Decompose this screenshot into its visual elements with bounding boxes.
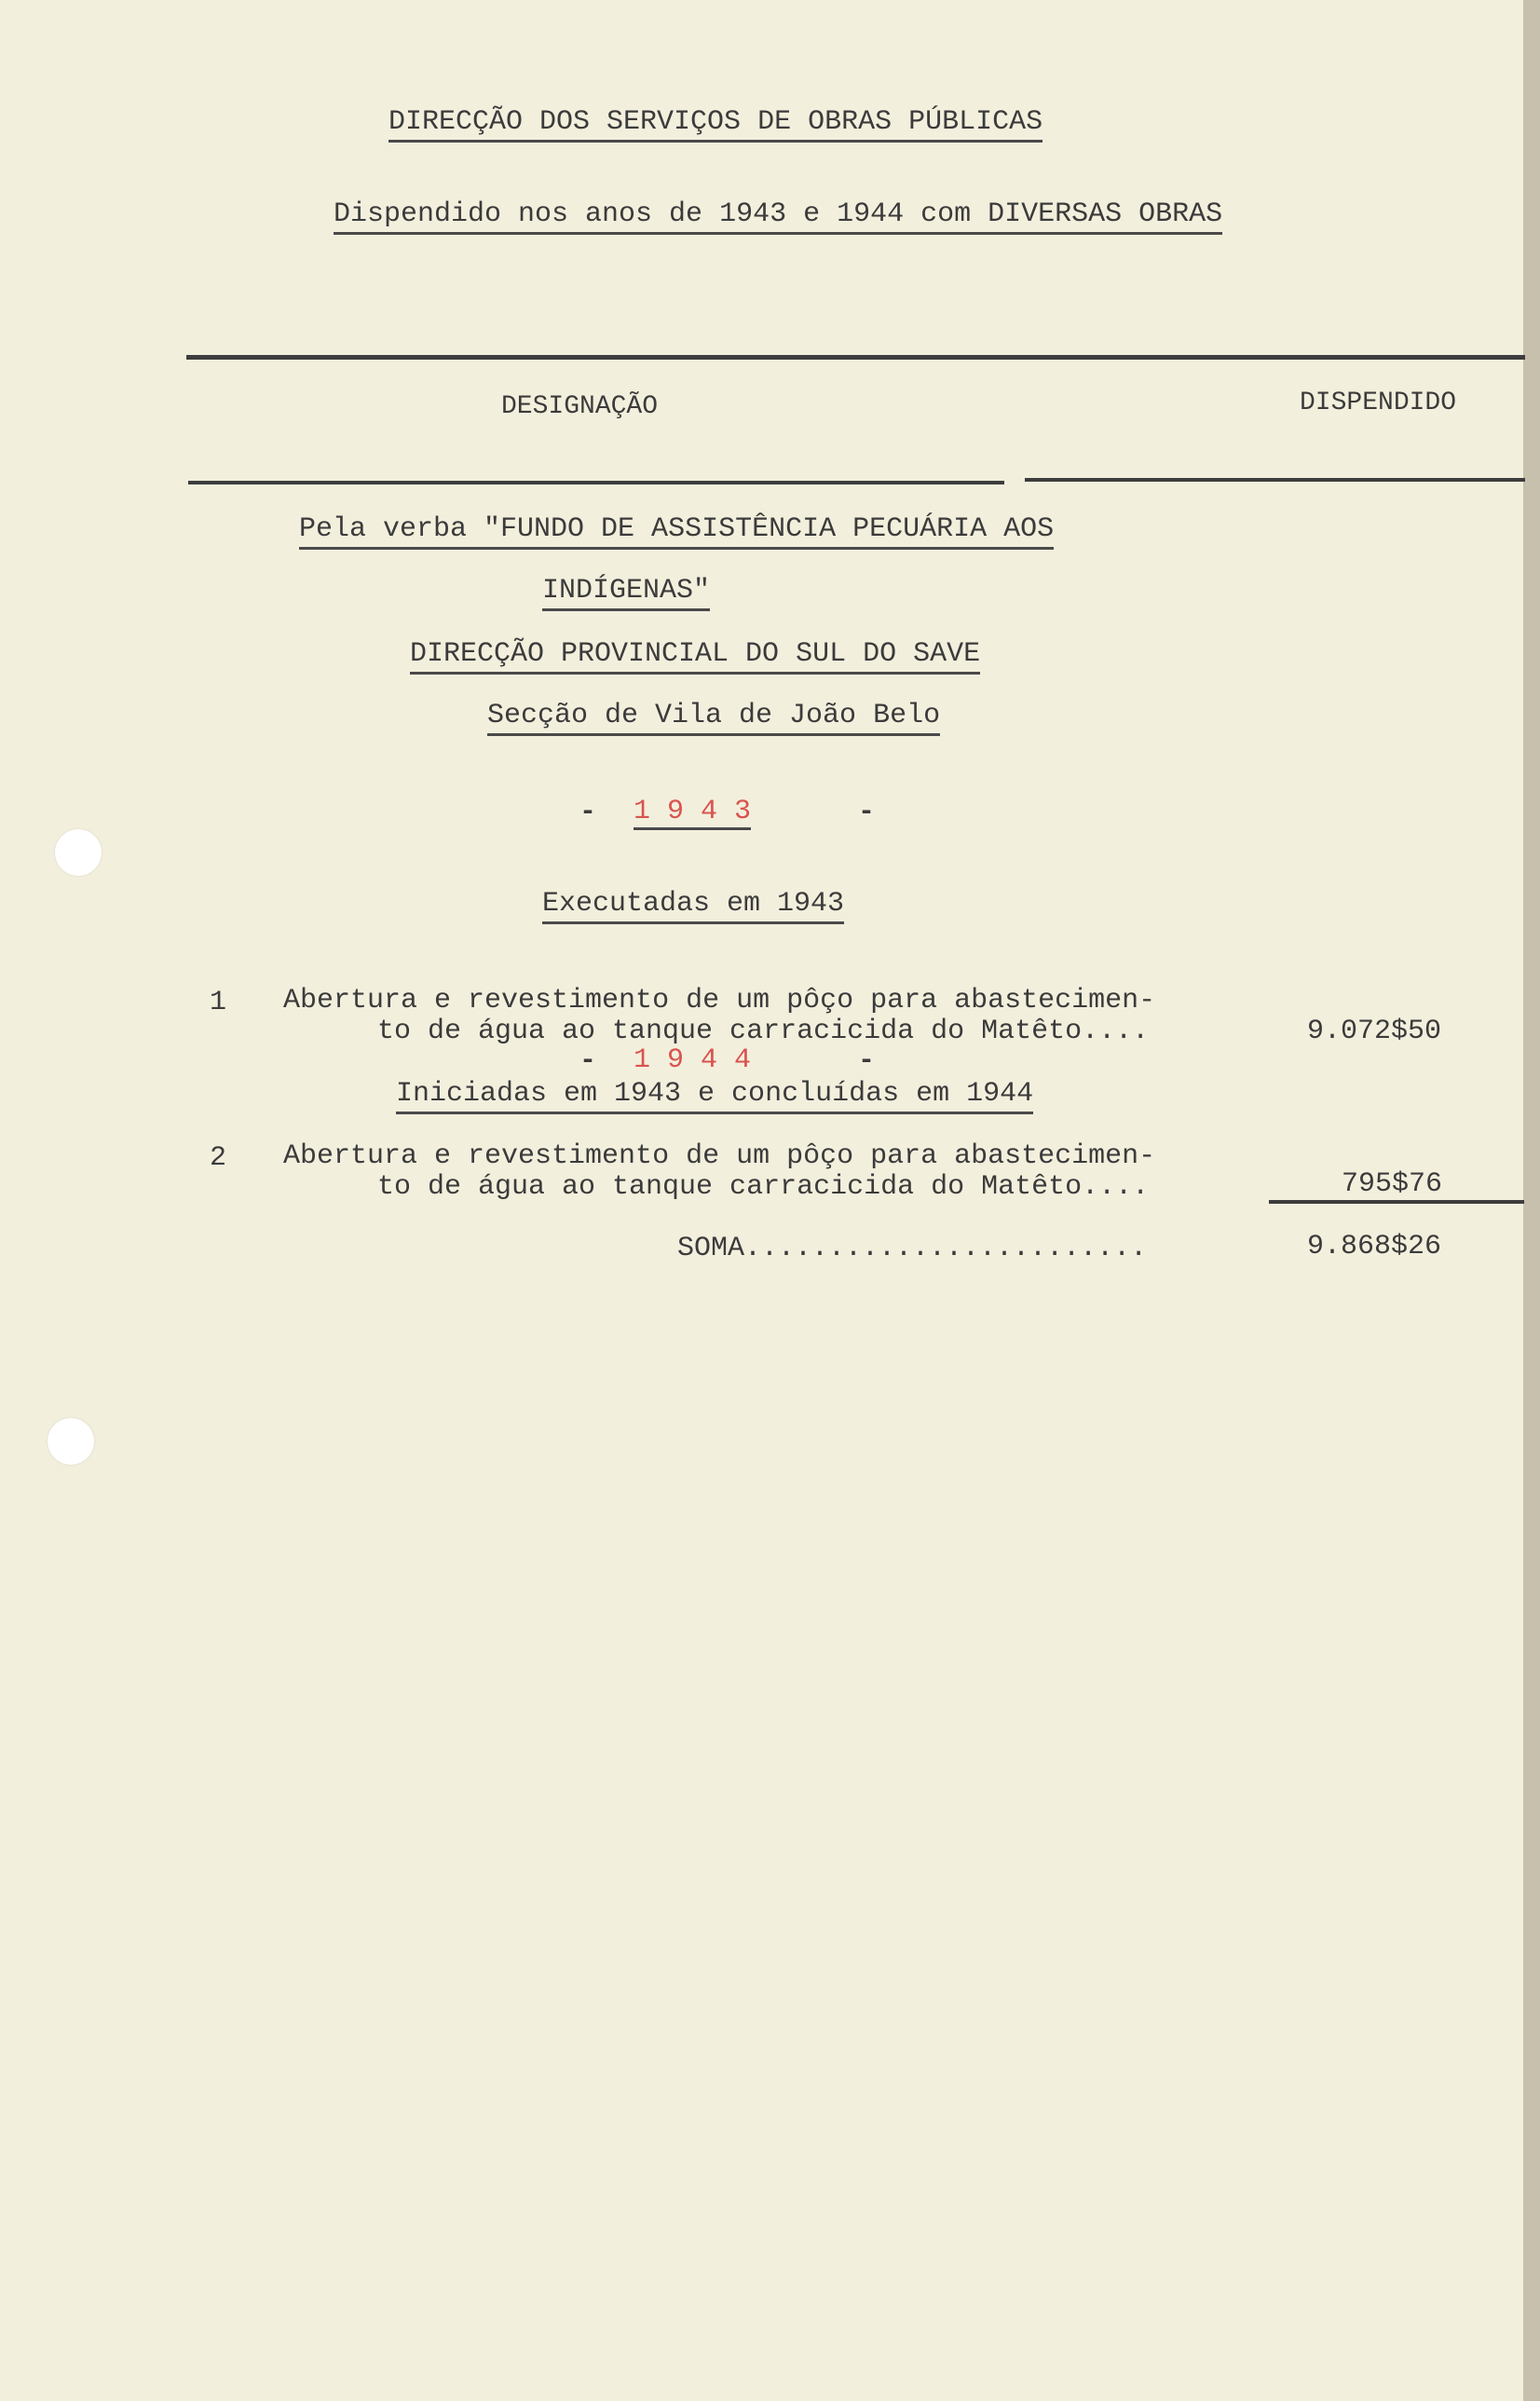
document-title: DIRECÇÃO DOS SERVIÇOS DE OBRAS PÚBLICAS xyxy=(388,106,1043,143)
year-1943-dash-right: - xyxy=(858,797,876,828)
column-header-designation: DESIGNAÇÃO xyxy=(501,392,659,421)
punch-hole-top xyxy=(55,829,102,876)
item-1-description-line-2: to de água ao tanque carracicida do Matêto.... xyxy=(377,1016,1150,1047)
sum-rule xyxy=(1269,1200,1524,1204)
item-2-description-line-2: to de água ao tanque carracicida do Matêto.... xyxy=(377,1171,1150,1203)
year-1943: 1 9 4 3 xyxy=(634,796,751,830)
page-edge xyxy=(1523,0,1540,2401)
column-header-spent: DISPENDIDO xyxy=(1300,389,1457,417)
direction-heading: DIRECÇÃO PROVINCIAL DO SUL DO SAVE xyxy=(410,638,980,675)
executadas-heading: Executadas em 1943 xyxy=(542,888,844,924)
year-1943-dash-left: - xyxy=(579,797,597,828)
seccao-heading: Secção de Vila de João Belo xyxy=(487,700,940,736)
year-1944-dash-right: - xyxy=(858,1045,876,1077)
document-subtitle: Dispendido nos anos de 1943 e 1944 com DIVERSAS OBRAS xyxy=(334,198,1222,235)
verba-line-1: Pela verba "FUNDO DE ASSISTÊNCIA PECUÁRIA AOS xyxy=(299,513,1054,550)
item-1-description-line-1: Abertura e revestimento de um pôço para abastecimen- xyxy=(283,985,1156,1016)
punch-hole-bottom xyxy=(48,1418,94,1465)
year-1944-dash-left: - xyxy=(579,1045,597,1077)
header-bottom-rule-left xyxy=(188,481,1004,484)
year-1944: 1 9 4 4 xyxy=(634,1044,752,1076)
item-1-number: 1 xyxy=(210,987,227,1018)
verba-line-2: INDÍGENAS" xyxy=(542,575,710,611)
item-2-number: 2 xyxy=(210,1142,227,1174)
header-bottom-rule-right xyxy=(1025,478,1525,482)
total-label: SOMA........................ xyxy=(677,1233,1148,1264)
item-2-description-line-1: Abertura e revestimento de um pôço para abastecimen- xyxy=(283,1140,1156,1172)
iniciadas-heading: Iniciadas em 1943 e concluídas em 1944 xyxy=(396,1078,1033,1114)
item-2-amount: 795$76 xyxy=(1342,1168,1443,1200)
total-amount: 9.868$26 xyxy=(1307,1231,1442,1262)
item-1-amount: 9.072$50 xyxy=(1307,1016,1442,1047)
header-top-rule xyxy=(186,355,1525,360)
